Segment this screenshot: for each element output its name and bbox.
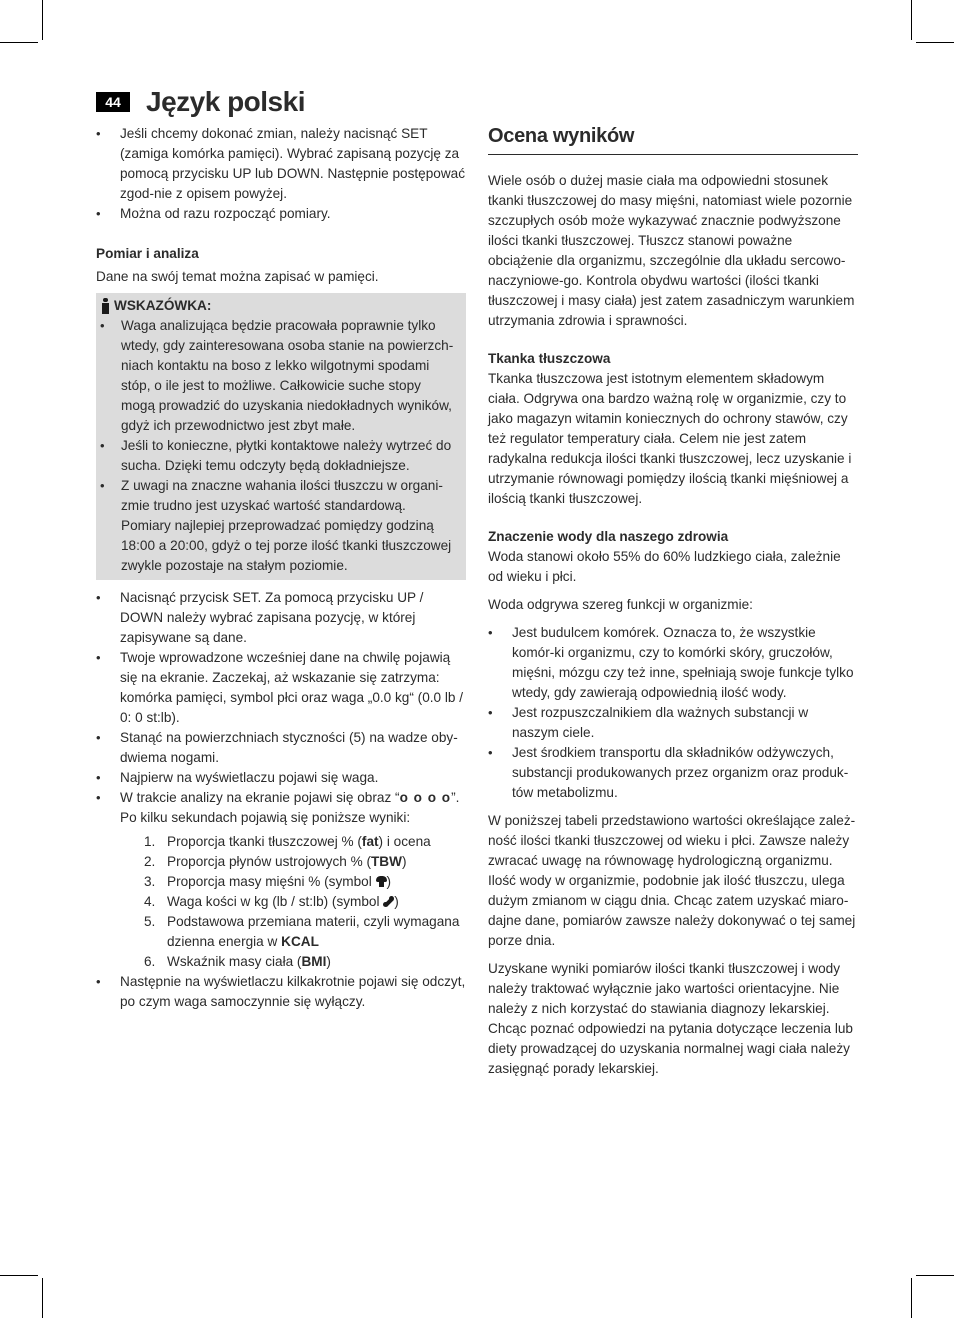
water-heading: Znaczenie wody dla naszego zdrowia xyxy=(488,529,729,544)
result-item: 4. Waga kości w kg (lb / st:lb) (symbol ) xyxy=(144,894,399,909)
table-paragraph: W poniższej tabeli przedstawiono wartości określające zależ-ność ilości tkanki tłuszczowej od wieku i płci. Zawsze należy zwracać uwagę na równowagę hydrologiczną organizmu. Ilość wody w organizmie, podobnie jak ilość tłuszczu, ulega dużym zmianom w ciągu dnia. Chcąc zatem uzyskać miaro-dajne dane, pomiarów zawsze należy dokonywać o tej samej porze dnia. xyxy=(488,813,856,948)
page-header xyxy=(96,86,858,120)
note-header xyxy=(100,296,458,316)
water-functions-list xyxy=(488,623,858,803)
list-item xyxy=(96,788,466,972)
crop-mark xyxy=(0,42,38,43)
note-label: WSKAZÓWKA: xyxy=(114,298,212,313)
steps-list xyxy=(96,588,466,1012)
list-item: • Jeśli to konieczne, płytki kontaktowe należy wytrzeć do sucha. Dzięki temu odczyty będą dokładniejsze. xyxy=(100,436,458,476)
list-item: • Z uwagi na znaczne wahania ilości tłuszczu w organi-zmie trudno jest uzyskać wartość standardową. Pomiary najlepiej przeprowadzać pomiędzy godziną 18:00 a 20:00, gdyż o tej porze ilość tkanki tłuszczowej zwykle pozostaje na stałym poziomie. xyxy=(100,476,458,576)
left-column xyxy=(96,124,466,1012)
result-item: 5. Podstawowa przemiana materii, czyli wymagana dzienna energia w KCAL xyxy=(144,914,460,949)
results-list xyxy=(120,832,466,972)
list-item: • Jest budulcem komórek. Oznacza to, że wszystkie komór-ki organizmu, czy to komórki skóry, gruczołów, mięśni, mózgu czy też inne, spełniają swoje funkcje tylko wtedy, gdy zawierają odpowiednią ilość wody. xyxy=(488,623,858,703)
crop-mark xyxy=(916,42,954,43)
list-item: • Następnie na wyświetlaczu kilkakrotnie pojawi się odczyt, po czym waga samoczynnie się wyłączy. xyxy=(96,972,466,1012)
list-item: • Jeśli chcemy dokonać zmian, należy nacisnąć SET (zamiga komórka pamięci). Wybrać zapisaną pozycję za pomocą przycisku UP lub DOWN. Następnie postępować zgod-nie z opisem powyżej. xyxy=(96,124,466,204)
fat-paragraph: Tkanka tłuszczowa jest istotnym elementem składowym ciała. Odgrywa ona bardzo ważną rolę w organizmie, czy to jako magazyn witamin koniecznych do ochrony stawów, czy też regulator temperatury ciała. Celem nie jest zatem radykalna redukcja ilości tkanki tłuszczowej, lecz uzyskanie i utrzymanie równowagi pomiędzy ilością tkanki mięśniowej a ilością tkanki tłuszczowej. xyxy=(488,371,852,506)
list-item: • Najpierw na wyświetlaczu pojawi się waga. xyxy=(96,768,466,788)
crop-mark xyxy=(0,1275,38,1276)
section-title: Ocena wyników xyxy=(488,122,858,155)
bone-icon xyxy=(383,896,394,907)
measurement-heading: Pomiar i analiza xyxy=(96,246,199,261)
list-item: • Stanąć na powierzchniach styczności (5) na wadze oby-dwiema nogami. xyxy=(96,728,466,768)
list-item: • Jest środkiem transportu dla składników odżywczych, substancji produkowanych przez organizm oraz produk-tów metabolizmu. xyxy=(488,743,858,803)
page-title: Język polski xyxy=(146,86,305,117)
intro-paragraph: Wiele osób o dużej masie ciała ma odpowiedni stosunek tkanki tłuszczowej do masy mięśni, natomiast wiele pozornie szczupłych osób może wykazywać znacznie podwyższone ilości tkanki tłuszczowej. Tłuszcz stanowi poważne obciążenie dla organizmu, szczególnie dla układu sercowo-naczyniowe-go. Kontrola obydwu wartości (ilości tkanki tłuszczowej i masy ciała) jest zatem zasadniczym warunkiem utrzymania zdrowia i sprawności. xyxy=(488,173,855,328)
page-number: 44 xyxy=(96,92,130,112)
note-box xyxy=(96,293,466,580)
crop-mark xyxy=(911,1278,912,1318)
muscle-icon xyxy=(376,876,387,887)
result-item: 6. Wskaźnik masy ciała (BMI) xyxy=(144,954,331,969)
crop-mark xyxy=(42,1278,43,1318)
analysis-text-end: ”. Po kilku sekundach pojawią się poniższe wyniki: xyxy=(120,790,460,825)
crop-mark xyxy=(911,0,912,40)
analysis-text-start: W trakcie analizy na ekranie pojawi się obraz “ xyxy=(120,790,400,805)
disclaimer-paragraph: Uzyskane wyniki pomiarów ilości tkanki tłuszczowej i wody należy traktować wyłącznie jako wartości orientacyjne. Nie należy z nich korzystać do stawiania diagnozy lekarskiej. Chcąc poznać odpowiedzi na pytania dotyczące leczenia lub diety prowadzącej do uzyskania normalnej wagi ciała należy zasięgnąć porady lekarskiej. xyxy=(488,961,853,1076)
list-item: • Waga analizująca będzie pracowała poprawnie tylko wtedy, gdy zainteresowana osoba stanie na powierzch-niach kontaktu na boso z lekko wilgotnymi spodami stóp, o ile jest to możliwe. Całkowicie suche stopy mogą prowadzić do uzyskania niedokładnych wyników, gdyż ich przewodnictwo jest zbyt małe. xyxy=(100,316,458,436)
info-icon xyxy=(100,298,110,314)
crop-mark xyxy=(42,0,43,40)
list-item: • Nacisnąć przycisk SET. Za pomocą przycisku UP / DOWN należy wybrać zapisana pozycję, w której zapisywane są dane. xyxy=(96,588,466,648)
list-item: • Można od razu rozpocząć pomiary. xyxy=(96,204,466,224)
fat-heading: Tkanka tłuszczowa xyxy=(488,351,611,366)
water-paragraph: Woda stanowi około 55% do 60% ludzkiego ciała, zależnie od wieku i płci. xyxy=(488,549,841,584)
result-item: 1. Proporcja tkanki tłuszczowej % (fat) i ocena xyxy=(144,834,431,849)
crop-mark xyxy=(916,1275,954,1276)
list-item: • Jest rozpuszczalnikiem dla ważnych substancji w naszym ciele. xyxy=(488,703,858,743)
measurement-text: Dane na swój temat można zapisać w pamięci. xyxy=(96,269,379,284)
analysis-symbol: o o o o xyxy=(399,790,452,805)
result-item: 2. Proporcja płynów ustrojowych % (TBW) xyxy=(144,854,407,869)
list-item: • Twoje wprowadzone wcześniej dane na chwilę pojawią się na ekranie. Zaczekaj, aż wskazanie się zatrzyma: komórka pamięci, symbol płci oraz waga „0.0 kg“ (0.0 lb / 0: 0 st:lb). xyxy=(96,648,466,728)
water-functions-intro: Woda odgrywa szereg funkcji w organizmie: xyxy=(488,597,753,612)
right-column xyxy=(488,122,858,1079)
note-list xyxy=(100,316,458,576)
result-item: 3. Proporcja masy mięśni % (symbol ) xyxy=(144,874,392,889)
intro-bullet-list xyxy=(96,124,466,224)
